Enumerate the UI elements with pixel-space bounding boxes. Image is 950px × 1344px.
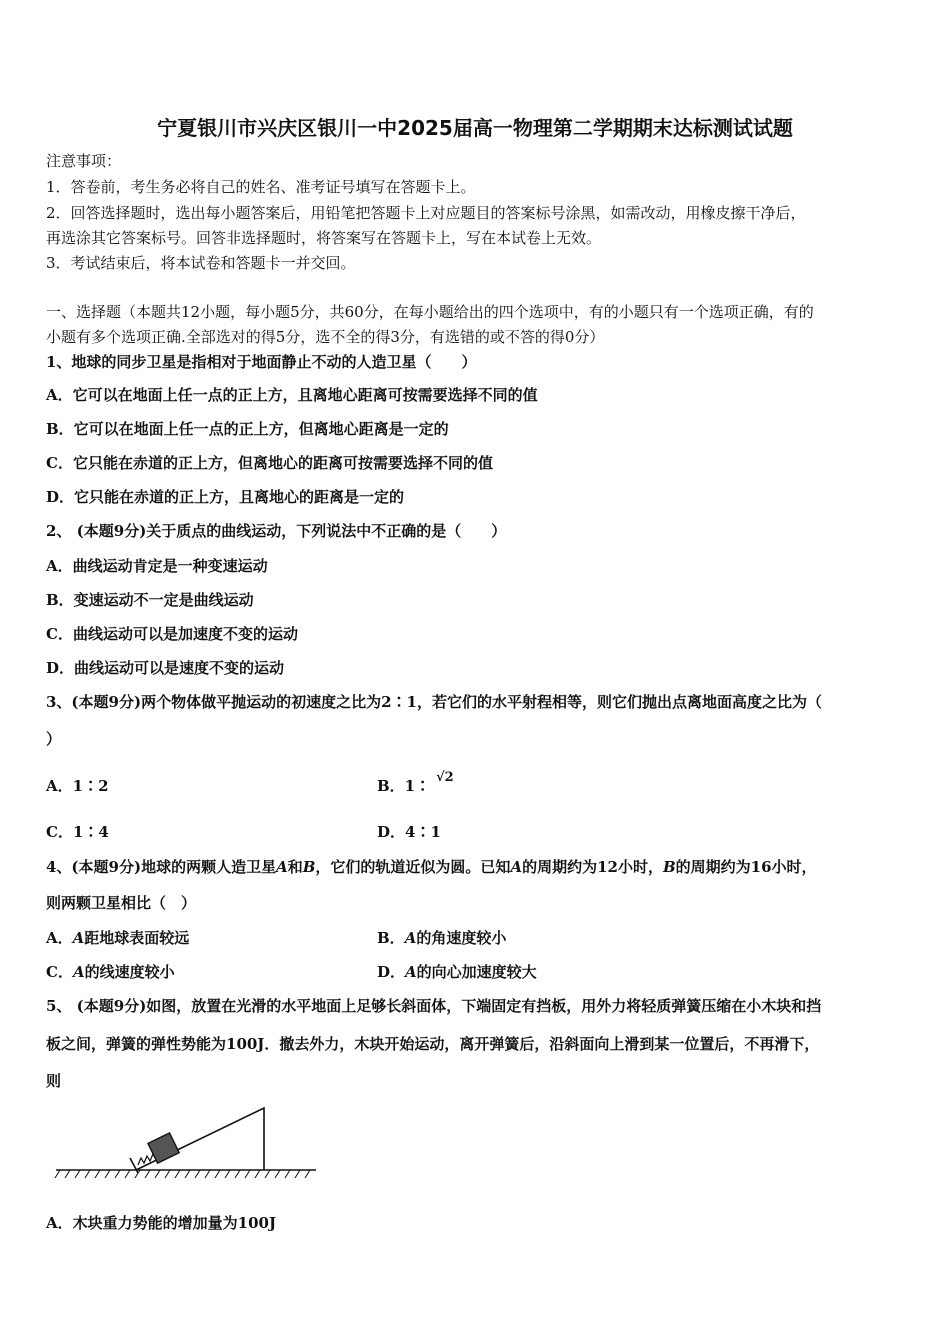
q3-option-b-label: B．1∶ bbox=[377, 777, 431, 795]
q3-stem-end: ） bbox=[46, 730, 62, 748]
q5-stem-line2: 板之间，弹簧的弹性势能为100J．撤去外力，木块开始运动，离开弹簧后，沿斜面向上滑到某一位置后，不再滑下， bbox=[46, 1035, 820, 1053]
q3-option-d: D．4∶1 bbox=[377, 823, 441, 841]
q3-option-c: C．1∶4 bbox=[46, 823, 109, 841]
q2-option-c: C．曲线运动可以是加速度不变的运动 bbox=[46, 625, 298, 643]
q4-c-text: 的线速度较小 bbox=[84, 963, 175, 981]
incline-body bbox=[136, 1108, 264, 1170]
q4-a-var: A bbox=[72, 929, 85, 947]
incline-diagram bbox=[46, 1100, 321, 1185]
note-2b: 再选涂其它答案标号。回答非选择题时，将答案写在答题卡上，写在本试卷上无效。 bbox=[46, 229, 602, 247]
q4-stem-c: ，它们的轨道近似为圆。已知 bbox=[315, 858, 511, 876]
q2-option-b: B．变速运动不一定是曲线运动 bbox=[46, 591, 254, 609]
q3-option-b bbox=[377, 770, 454, 798]
q4-var-b: B bbox=[302, 858, 316, 876]
q4-var-a: A bbox=[276, 858, 288, 876]
note-2a: 2．回答选择题时，选出每小题答案后，用铅笔把答题卡上对应题目的答案标号涂黑，如需改动，用橡皮擦干净后， bbox=[46, 204, 806, 222]
section-heading-line1: 一、选择题（本题共12小题，每小题5分，共60分，在每小题给出的四个选项中，有的小题只有一个选项正确，有的 bbox=[46, 303, 814, 321]
q5-option-a: A．木块重力势能的增加量为100J bbox=[46, 1214, 277, 1232]
q4-var-a-2: A bbox=[510, 858, 523, 876]
q4-d-var: A bbox=[405, 963, 417, 981]
q3-stem: 3、(本题9分)两个物体做平抛运动的初速度之比为2∶1，若它们的水平射程相等，则它们抛出点离地面高度之比为（ bbox=[46, 693, 822, 711]
note-1: 1．答卷前，考生务必将自己的姓名、准考证号填写在答题卡上。 bbox=[46, 178, 476, 196]
ground-hatching bbox=[55, 1170, 310, 1178]
q4-a-text: 距地球表面较远 bbox=[84, 929, 190, 947]
q1-option-c: C．它只能在赤道的正上方，但离地心的距离可按需要选择不同的值 bbox=[46, 454, 493, 472]
q4-stem-a: 4、(本题9分)地球的两颗人造卫星 bbox=[46, 858, 277, 876]
q5-stem-line1: 5、 (本题9分)如图，放置在光滑的水平地面上足够长斜面体，下端固定有挡板，用外力将轻质弹簧压缩在小木块和挡 bbox=[46, 997, 822, 1015]
q1-stem: 1、地球的同步卫星是指相对于地面静止不动的人造卫星（ ） bbox=[46, 353, 477, 371]
q4-c-label: C． bbox=[46, 963, 73, 981]
q5-stem-line3: 则 bbox=[46, 1072, 62, 1090]
q2-stem: 2、 (本题9分)关于质点的曲线运动，下列说法中不正确的是（ ） bbox=[46, 522, 507, 540]
q1-option-d: D．它只能在赤道的正上方，且离地心的距离是一定的 bbox=[46, 488, 405, 506]
wooden-block bbox=[148, 1133, 179, 1163]
sqrt2-formula: √2 bbox=[436, 770, 454, 785]
q4-b-label: B． bbox=[377, 929, 405, 947]
page-title: 宁夏银川市兴庆区银川一中2025届高一物理第二学期期末达标测试试题 bbox=[157, 116, 793, 140]
q4-stem-d: 的周期约为12小时， bbox=[522, 858, 663, 876]
q4-stem-e: 的周期约为16小时， bbox=[675, 858, 817, 876]
q4-stem-line2: 则两颗卫星相比（ ） bbox=[46, 894, 197, 912]
q3-option-a: A．1∶2 bbox=[46, 777, 109, 795]
q4-c-var: A bbox=[72, 963, 85, 981]
q1-option-a: A．它可以在地面上任一点的正上方，且离地心距离可按需要选择不同的值 bbox=[46, 386, 538, 404]
note-3: 3．考试结束后，将本试卷和答题卡一并交回。 bbox=[46, 254, 356, 272]
notes-heading: 注意事项： bbox=[46, 152, 122, 170]
q4-b-var: A bbox=[404, 929, 417, 947]
q4-stem bbox=[46, 857, 817, 877]
q4-b-text: 的角速度较小 bbox=[416, 929, 507, 947]
q4-d-text: 的向心加速度较大 bbox=[416, 963, 537, 981]
section-heading-line2: 小题有多个选项正确.全部选对的得5分，选不全的得3分，有选错的或不答的得0分） bbox=[46, 328, 605, 346]
q4-option-b bbox=[377, 928, 506, 948]
q4-option-c bbox=[46, 962, 175, 982]
q4-var-b-2: B bbox=[662, 858, 676, 876]
q4-d-label: D． bbox=[377, 963, 406, 981]
q1-option-b: B．它可以在地面上任一点的正上方，但离地心距离是一定的 bbox=[46, 420, 449, 438]
q4-option-d bbox=[377, 962, 537, 982]
q2-option-a: A．曲线运动肯定是一种变速运动 bbox=[46, 557, 268, 575]
q4-option-a bbox=[46, 928, 189, 948]
q4-stem-b: 和 bbox=[287, 858, 303, 876]
q2-option-d: D．曲线运动可以是速度不变的运动 bbox=[46, 659, 285, 677]
q4-a-label: A． bbox=[46, 929, 73, 947]
